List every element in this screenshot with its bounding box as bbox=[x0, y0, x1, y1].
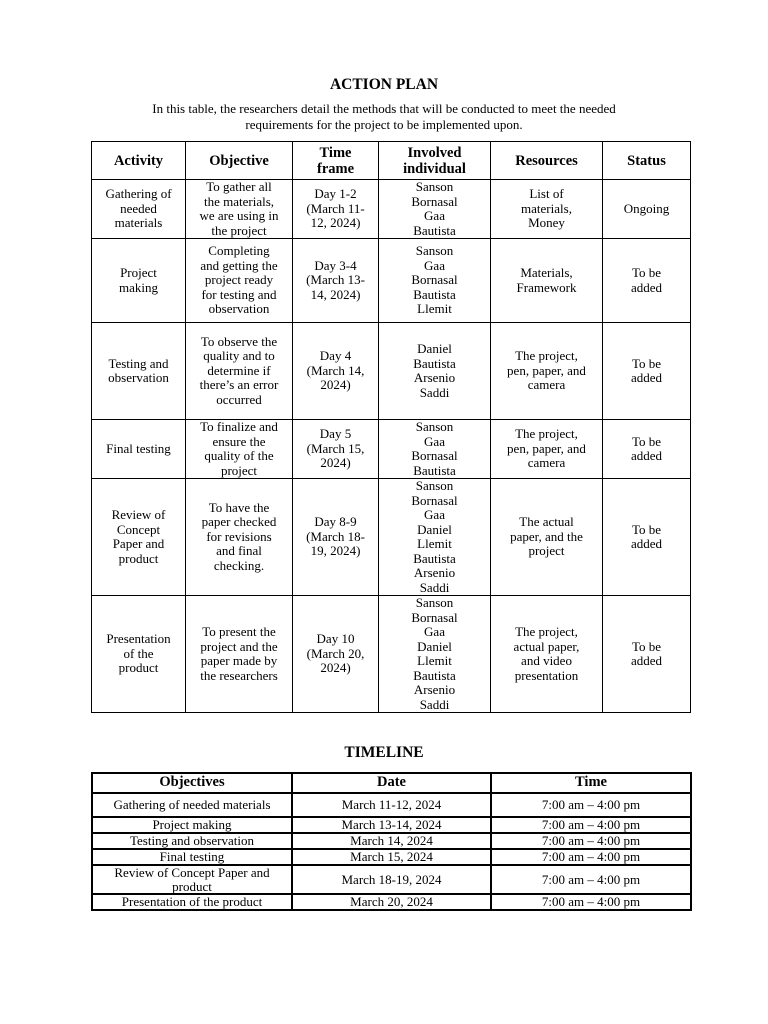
cell-activity: Project making bbox=[92, 239, 186, 323]
table-row bbox=[92, 420, 691, 479]
cell-status: To be added bbox=[603, 596, 691, 713]
cell-involved-individual: Sanson Bornasal Gaa Daniel Llemit Bautista Arsenio Saddi bbox=[379, 479, 491, 596]
cell-time-frame: Day 4 (March 14, 2024) bbox=[293, 323, 379, 420]
timeline-cell-date: March 18-19, 2024 bbox=[292, 865, 491, 894]
cell-objective: To have the paper checked for revisions and final checking. bbox=[186, 479, 293, 596]
header-involved-individual: Involved individual bbox=[379, 142, 491, 180]
timeline-row bbox=[92, 865, 691, 894]
timeline-cell-objective: Project making bbox=[92, 817, 292, 833]
cell-involved-individual: Sanson Gaa Bornasal Bautista bbox=[379, 420, 491, 479]
table-row bbox=[92, 323, 691, 420]
timeline-cell-time: 7:00 am – 4:00 pm bbox=[491, 833, 691, 849]
cell-objective: To present the project and the paper made by the researchers bbox=[186, 596, 293, 713]
cell-time-frame: Day 5 (March 15, 2024) bbox=[293, 420, 379, 479]
header-time: Time bbox=[491, 773, 691, 793]
action-plan-table bbox=[91, 141, 691, 713]
timeline-cell-date: March 14, 2024 bbox=[292, 833, 491, 849]
cell-status: To be added bbox=[603, 479, 691, 596]
timeline-row bbox=[92, 833, 691, 849]
timeline-body bbox=[92, 793, 691, 910]
cell-time-frame: Day 10 (March 20, 2024) bbox=[293, 596, 379, 713]
cell-status: To be added bbox=[603, 323, 691, 420]
timeline-cell-objective: Review of Concept Paper and product bbox=[92, 865, 292, 894]
header-date: Date bbox=[292, 773, 491, 793]
cell-resources: The project, pen, paper, and camera bbox=[491, 323, 603, 420]
table-row bbox=[92, 479, 691, 596]
cell-involved-individual: Sanson Gaa Bornasal Bautista Llemit bbox=[379, 239, 491, 323]
cell-involved-individual: Daniel Bautista Arsenio Saddi bbox=[379, 323, 491, 420]
timeline-cell-objective: Presentation of the product bbox=[92, 894, 292, 910]
timeline-cell-date: March 11-12, 2024 bbox=[292, 793, 491, 817]
cell-objective: Completing and getting the project ready for testing and observation bbox=[186, 239, 293, 323]
timeline-cell-date: March 20, 2024 bbox=[292, 894, 491, 910]
timeline-cell-objective: Final testing bbox=[92, 849, 292, 865]
action-plan-title: ACTION PLAN bbox=[329, 76, 439, 93]
header-activity: Activity bbox=[92, 142, 186, 180]
cell-activity: Review of Concept Paper and product bbox=[92, 479, 186, 596]
timeline-row bbox=[92, 817, 691, 833]
timeline-title: TIMELINE bbox=[344, 744, 424, 761]
timeline-row bbox=[92, 793, 691, 817]
action-plan-intro bbox=[0, 101, 768, 133]
cell-resources: The project, pen, paper, and camera bbox=[491, 420, 603, 479]
cell-time-frame: Day 8-9 (March 18- 19, 2024) bbox=[293, 479, 379, 596]
intro-line: In this table, the researchers detail the methods that will be conducted to meet the needed bbox=[152, 101, 616, 116]
cell-objective: To gather all the materials, we are using in the project bbox=[186, 180, 293, 239]
cell-activity: Presentation of the product bbox=[92, 596, 186, 713]
intro-line: requirements for the project to be implemented upon. bbox=[245, 117, 523, 132]
cell-objective: To observe the quality and to determine if there’s an error occurred bbox=[186, 323, 293, 420]
timeline-table bbox=[91, 772, 692, 911]
cell-involved-individual: Sanson Bornasal Gaa Daniel Llemit Bautista Arsenio Saddi bbox=[379, 596, 491, 713]
timeline-header-row bbox=[92, 773, 691, 793]
cell-activity: Gathering of needed materials bbox=[92, 180, 186, 239]
timeline-cell-date: March 13-14, 2024 bbox=[292, 817, 491, 833]
header-objective: Objective bbox=[186, 142, 293, 180]
header-status: Status bbox=[603, 142, 691, 180]
timeline-cell-objective: Gathering of needed materials bbox=[92, 793, 292, 817]
cell-objective: To finalize and ensure the quality of the project bbox=[186, 420, 293, 479]
cell-status: Ongoing bbox=[603, 180, 691, 239]
cell-time-frame: Day 1-2 (March 11- 12, 2024) bbox=[293, 180, 379, 239]
timeline-cell-time: 7:00 am – 4:00 pm bbox=[491, 849, 691, 865]
table-header-row bbox=[92, 142, 691, 180]
timeline-cell-time: 7:00 am – 4:00 pm bbox=[491, 793, 691, 817]
cell-status: To be added bbox=[603, 420, 691, 479]
table-row bbox=[92, 180, 691, 239]
timeline-cell-time: 7:00 am – 4:00 pm bbox=[491, 894, 691, 910]
header-objectives: Objectives bbox=[92, 773, 292, 793]
timeline-cell-time: 7:00 am – 4:00 pm bbox=[491, 817, 691, 833]
cell-resources: The project, actual paper, and video presentation bbox=[491, 596, 603, 713]
header-resources: Resources bbox=[491, 142, 603, 180]
timeline-cell-date: March 15, 2024 bbox=[292, 849, 491, 865]
cell-involved-individual: Sanson Bornasal Gaa Bautista bbox=[379, 180, 491, 239]
cell-activity: Testing and observation bbox=[92, 323, 186, 420]
cell-activity: Final testing bbox=[92, 420, 186, 479]
cell-resources: List of materials, Money bbox=[491, 180, 603, 239]
table-row bbox=[92, 239, 691, 323]
timeline-row bbox=[92, 849, 691, 865]
timeline-row bbox=[92, 894, 691, 910]
cell-resources: Materials, Framework bbox=[491, 239, 603, 323]
timeline-cell-objective: Testing and observation bbox=[92, 833, 292, 849]
timeline-cell-time: 7:00 am – 4:00 pm bbox=[491, 865, 691, 894]
cell-status: To be added bbox=[603, 239, 691, 323]
table-row bbox=[92, 596, 691, 713]
header-time-frame: Time frame bbox=[293, 142, 379, 180]
cell-time-frame: Day 3-4 (March 13- 14, 2024) bbox=[293, 239, 379, 323]
cell-resources: The actual paper, and the project bbox=[491, 479, 603, 596]
action-plan-body bbox=[92, 180, 691, 713]
